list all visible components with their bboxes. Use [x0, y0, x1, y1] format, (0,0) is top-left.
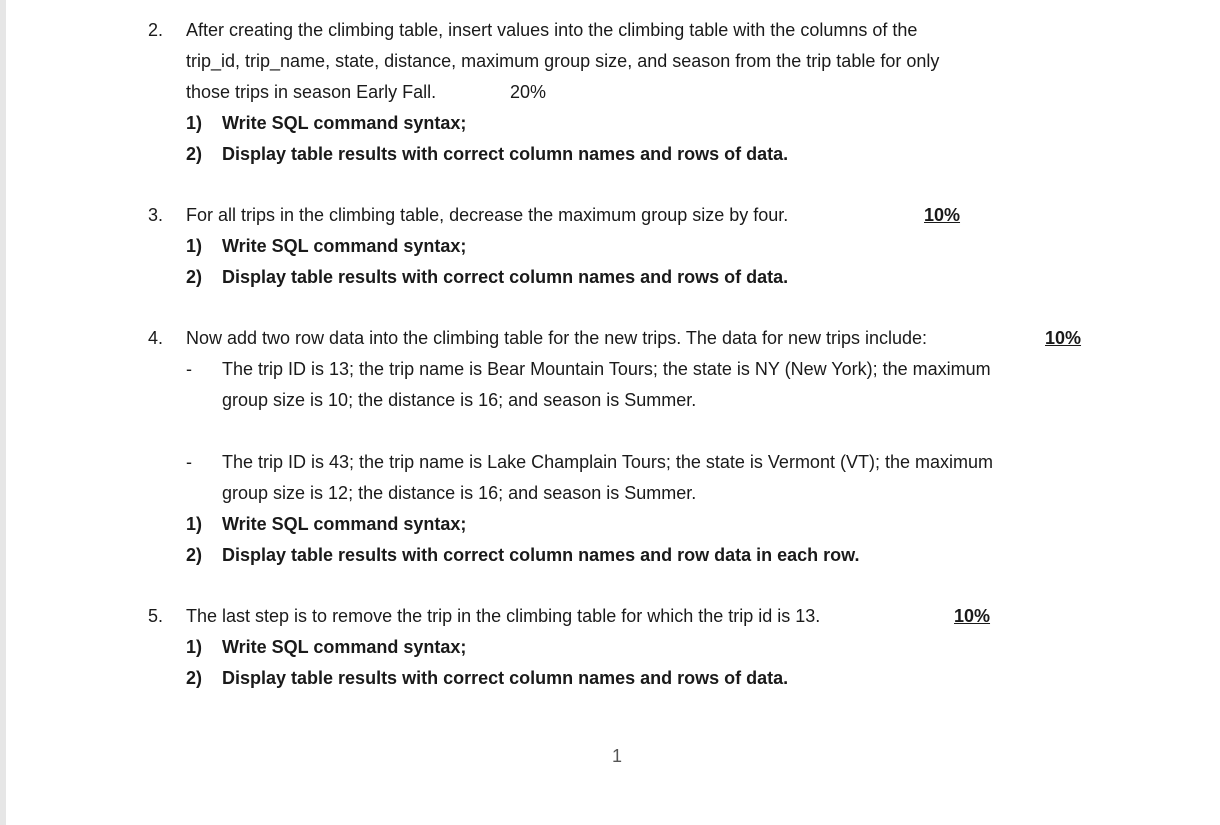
question-weight: 10%	[954, 606, 991, 626]
sub-instruction: Write SQL command syntax;	[222, 637, 467, 657]
sub-number: 2)	[186, 668, 203, 688]
question-weight: 10%	[1045, 328, 1082, 348]
bullet-text-line: The trip ID is 43; the trip name is Lake Champlain Tours; the state is Vermont (VT); the maximum	[222, 452, 993, 472]
sub-instruction: Display table results with correct column names and rows of data.	[222, 267, 789, 287]
sub-number: 1)	[186, 236, 203, 256]
question-weight: 10%	[924, 205, 961, 225]
sub-number: 2)	[186, 545, 203, 565]
sub-number: 1)	[186, 514, 203, 534]
sub-number: 2)	[186, 267, 203, 287]
sub-number: 1)	[186, 637, 203, 657]
bullet-text-line: group size is 10; the distance is 16; and season is Summer.	[222, 390, 697, 410]
question-number: 5.	[148, 606, 164, 626]
bullet-text-line: group size is 12; the distance is 16; and season is Summer.	[222, 483, 697, 503]
question-weight: 20%	[510, 82, 547, 102]
bullet-text-line: The trip ID is 13; the trip name is Bear Mountain Tours; the state is NY (New York); the maximum	[222, 359, 991, 379]
sub-instruction: Write SQL command syntax;	[222, 236, 467, 256]
sub-instruction: Write SQL command syntax;	[222, 514, 467, 534]
sub-instruction: Display table results with correct column names and rows of data.	[222, 144, 789, 164]
bullet-dash: -	[186, 359, 192, 379]
question-text-line: those trips in season Early Fall.	[186, 82, 437, 102]
sub-instruction: Write SQL command syntax;	[222, 113, 467, 133]
question-number: 2.	[148, 20, 164, 40]
question-text-line: trip_id, trip_name, state, distance, maximum group size, and season from the trip table for only	[186, 51, 940, 71]
sub-instruction: Display table results with correct column names and row data in each row.	[222, 545, 860, 565]
sub-instruction: Display table results with correct column names and rows of data.	[222, 668, 789, 688]
question-number: 4.	[148, 328, 164, 348]
question-text-line: After creating the climbing table, insert values into the climbing table with the columns of the	[186, 20, 918, 40]
question-text-line: The last step is to remove the trip in the climbing table for which the trip id is 13.	[186, 606, 821, 626]
sub-number: 1)	[186, 113, 203, 133]
question-text-line: Now add two row data into the climbing table for the new trips. The data for new trips include:	[186, 328, 928, 348]
sub-number: 2)	[186, 144, 203, 164]
question-number: 3.	[148, 205, 164, 225]
question-text-line: For all trips in the climbing table, decrease the maximum group size by four.	[186, 205, 789, 225]
page-number: 1	[612, 746, 623, 766]
bullet-dash: -	[186, 452, 192, 472]
